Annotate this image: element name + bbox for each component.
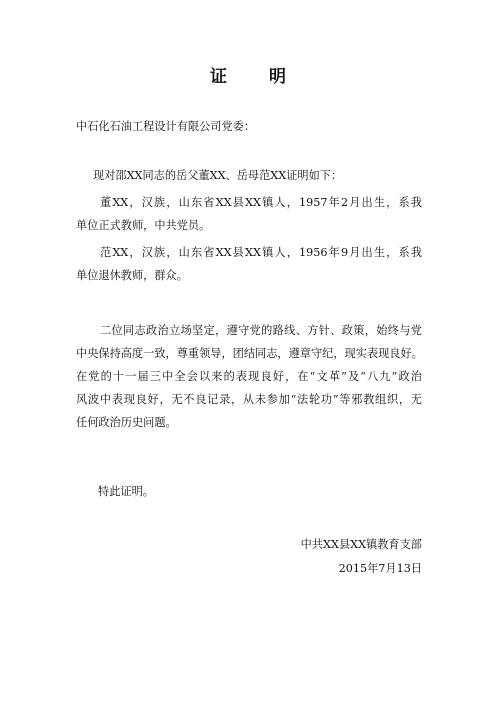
assessment-line-3: 在党的十一届三中全会以来的表现良好，在“文革”及“八九”政治 (76, 370, 422, 383)
assessment-line-1: 二位同志政治立场坚定，遵守党的路线、方针、政策，始终与党 (100, 324, 422, 337)
intro-line: 现对邵XX同志的岳父董XX、岳母范XX证明如下： (93, 169, 343, 182)
closing-line: 特此证明。 (98, 485, 154, 498)
person2-line-1: 范XX，汉族，山东省XX县XX镇人，1956年9月出生，系我 (100, 246, 422, 259)
document-title: 证 明 (210, 67, 304, 87)
person1-line-2: 单位正式教师，中共党员。 (76, 219, 211, 232)
issue-date: 2015年7月13日 (338, 562, 422, 575)
person1-line-1: 董XX，汉族，山东省XX县XX镇人，1957年2月出生，系我 (100, 196, 422, 209)
assessment-line-4: 风波中表现良好，无不良记录，从未参加“法轮功”等邪教组织，无 (76, 393, 422, 406)
assessment-line-2: 中央保持高度一致，尊重领导，团结同志，遵章守纪，现实表现良好。 (76, 347, 423, 360)
addressee-line: 中石化石油工程设计有限公司党委： (76, 120, 256, 133)
assessment-line-5: 任何政治历史问题。 (76, 416, 177, 429)
person2-line-2: 单位退休教师，群众。 (76, 269, 188, 282)
issuer-signature: 中共XX县XX镇教育支部 (300, 538, 422, 551)
